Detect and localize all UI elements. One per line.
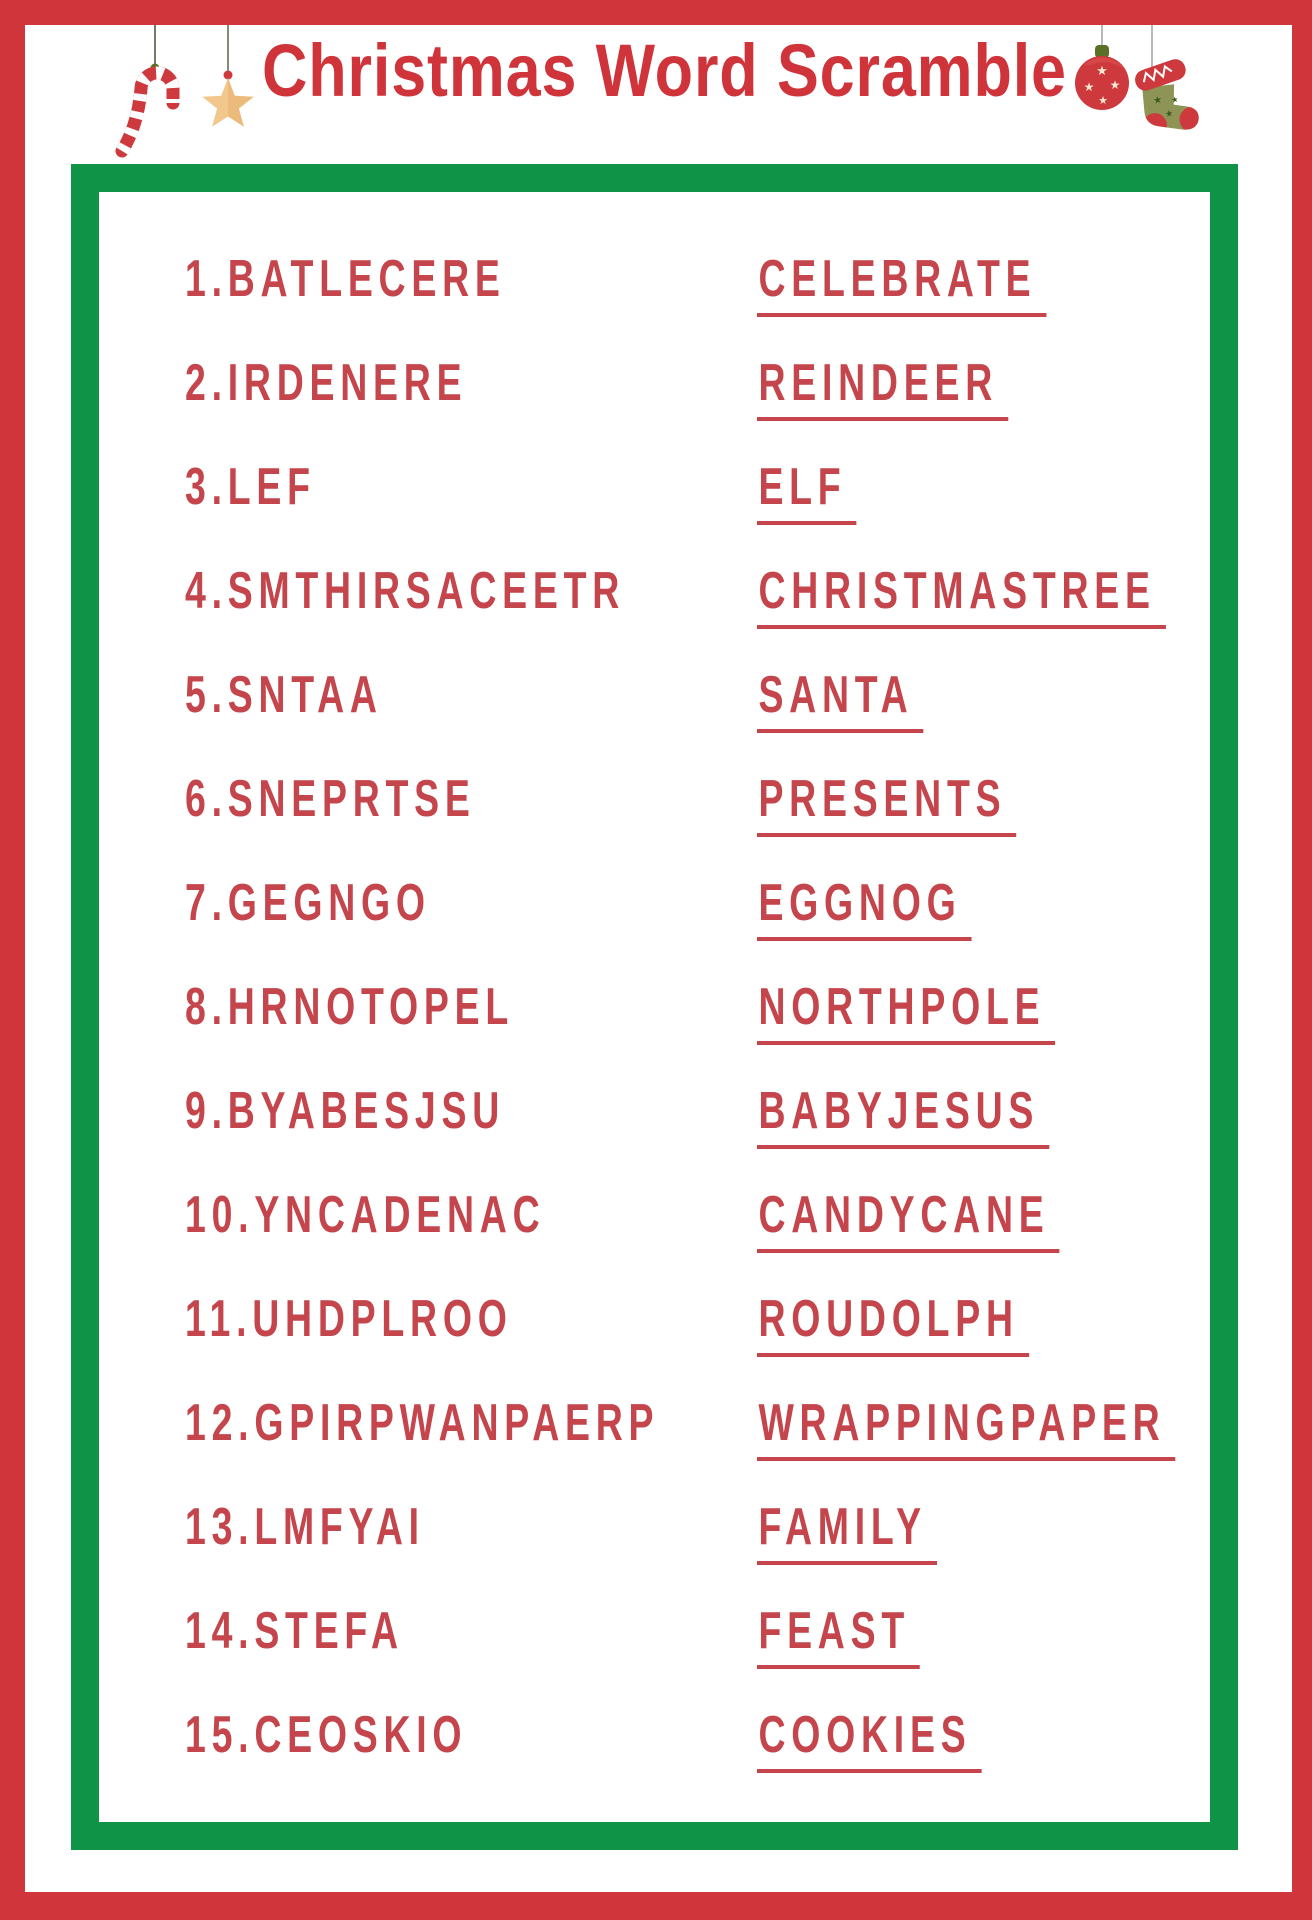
scrambled-word: 6.SNEPRTSE [185, 770, 476, 829]
svg-text:★: ★ [1152, 94, 1164, 107]
list-item [185, 748, 1195, 852]
scrambled-word: 14.STEFA [185, 1602, 404, 1661]
svg-text:★: ★ [1083, 80, 1095, 94]
svg-text:★: ★ [1098, 94, 1108, 107]
answer-word: EGGNOG [757, 875, 972, 940]
answer-word: ELF [757, 459, 857, 524]
scrambled-word: 7.GEGNGO [185, 874, 431, 933]
svg-text:★: ★ [1170, 94, 1180, 105]
list-item [185, 1268, 1195, 1372]
answer-word: CELEBRATE [757, 251, 1046, 316]
answer-word: CHRISTMASTREE [757, 563, 1166, 628]
list-item [185, 1372, 1195, 1476]
scrambled-word: 15.CEOSKIO [185, 1706, 468, 1765]
star-icon [200, 25, 256, 135]
svg-text:★: ★ [1096, 64, 1108, 79]
frame-border-top [0, 0, 1312, 25]
answer-word: ROUDOLPH [757, 1291, 1029, 1356]
list-item [185, 1060, 1195, 1164]
list-item [185, 228, 1195, 332]
scrambled-word: 13.LMFYAI [185, 1498, 425, 1557]
frame-border-right [1292, 0, 1312, 1920]
scrambled-word: 11.UHDPLROO [185, 1290, 513, 1349]
page-title: Christmas Word Scramble [262, 29, 1067, 112]
list-item [185, 644, 1195, 748]
answer-word: REINDEER [757, 355, 1008, 420]
frame-border-left [0, 0, 25, 1920]
answer-word: CANDYCANE [757, 1187, 1060, 1252]
scrambled-word: 3.LEF [185, 458, 316, 517]
list-item [185, 540, 1195, 644]
answer-word: SANTA [757, 667, 924, 732]
svg-text:★: ★ [1109, 78, 1121, 92]
answer-word: COOKIES [757, 1707, 982, 1772]
list-item [185, 956, 1195, 1060]
scrambled-word: 5.SNTAA [185, 666, 383, 725]
scrambled-word: 2.IRDENERE [185, 354, 468, 413]
answer-word: FAMILY [757, 1499, 937, 1564]
list-item [185, 1580, 1195, 1684]
scrambled-word: 4.SMTHIRSACEETR [185, 562, 626, 621]
answer-word: FEAST [757, 1603, 920, 1668]
list-item [185, 436, 1195, 540]
frame-border-bottom [0, 1892, 1312, 1920]
word-list [185, 228, 1195, 1788]
scrambled-word: 10.YNCADENAC [185, 1186, 546, 1245]
scrambled-word: 8.HRNOTOPEL [185, 978, 514, 1037]
scrambled-word: 1.BATLECERE [185, 250, 506, 309]
answer-word: WRAPPINGPAPER [757, 1395, 1176, 1460]
list-item [185, 1684, 1195, 1788]
answer-word: BABYJESUS [757, 1083, 1049, 1148]
stocking-icon [1128, 25, 1204, 145]
answer-word: NORTHPOLE [757, 979, 1055, 1044]
svg-text:★: ★ [1164, 108, 1175, 121]
candy-cane-icon [100, 25, 190, 160]
list-item [185, 1476, 1195, 1580]
ornament-ball-icon [1070, 25, 1134, 117]
list-item [185, 1164, 1195, 1268]
scrambled-word: 9.BYABESJSU [185, 1082, 506, 1141]
answer-word: PRESENTS [757, 771, 1016, 836]
list-item [185, 332, 1195, 436]
scrambled-word: 12.GPIRPWANPAERP [185, 1394, 660, 1453]
list-item [185, 852, 1195, 956]
